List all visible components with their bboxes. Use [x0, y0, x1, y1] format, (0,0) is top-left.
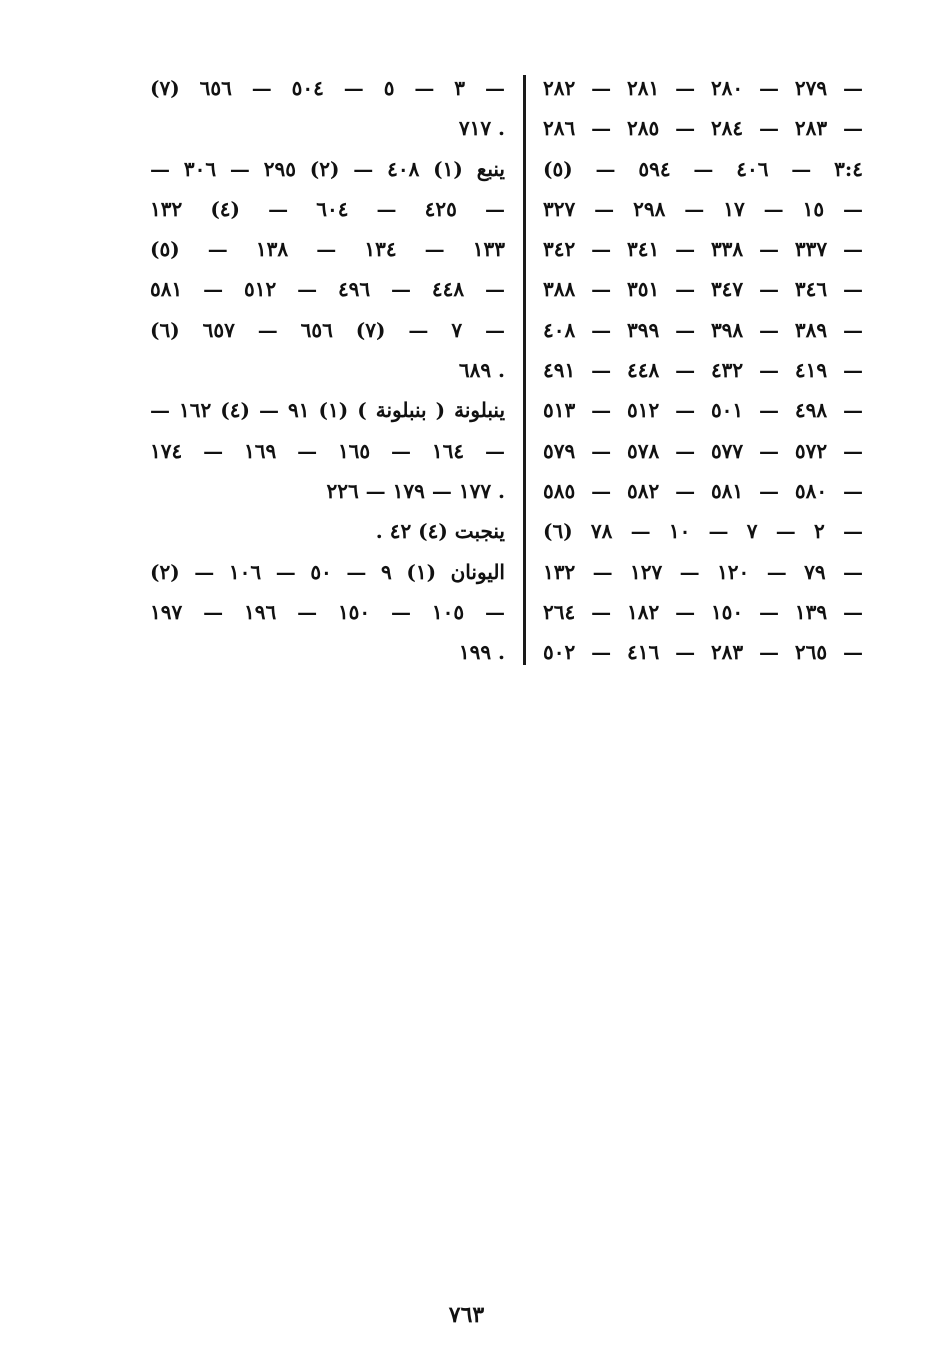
index-line: ١٧٧ — ١٧٩ — ٢٢٦ .	[326, 478, 505, 503]
index-line: ١٣٩ — ١٥٠ — ١٨٢ — ٢٦٤ —	[543, 599, 863, 624]
index-line: ٤٩٨ — ٥٠١ — ٥١٢ — ٥١٣ —	[543, 398, 863, 423]
index-entry-yanbu: ينبع (١) ٤٠٨ — (٢) ٢٩٥ — ٣٠٦ —	[150, 156, 505, 181]
index-column-right	[543, 68, 863, 672]
index-line: ١٠٥ — ١٥٠ — ١٩٦ — ١٩٧ —	[150, 599, 505, 624]
index-line: ٣٣٧ — ٣٣٨ — ٣٤١ — ٣٤٢ —	[543, 237, 863, 262]
index-column-left	[150, 68, 505, 672]
index-line: ٢٧٩ — ٢٨٠ — ٢٨١ — ٢٨٢ —	[543, 76, 863, 100]
index-line: ٧٩ — ١٢٠ — ١٢٧ — ١٣٢ —	[543, 559, 863, 584]
index-line: ٦٨٩ .	[458, 358, 505, 383]
index-line: ١٣٣ — ١٣٤ — ١٣٨ — (٥)	[150, 237, 505, 262]
index-line: ٣:٤ — ٤٠٦ — ٥٩٤ — (٥)	[543, 156, 863, 181]
index-line: ١٥ — ١٧ — ٢٩٨ — ٣٢٧ —	[543, 196, 863, 221]
index-line: ١٦٤ — ١٦٥ — ١٦٩ — ١٧٤ —	[150, 438, 505, 463]
index-entry-yanjabt: ينجبت (٤) ٤٢ .	[375, 519, 505, 544]
index-line: ١٩٩ .	[458, 640, 505, 665]
index-line: (٦) ٧ — (٧) ٦٥٦ — ٦٥٧ —	[150, 317, 505, 342]
index-line: ٤٢٥ — ٦٠٤ — (٤) ١٣٢ —	[150, 196, 505, 221]
index-line: ٢٨٣ — ٢٨٤ — ٢٨٥ — ٢٨٦ —	[543, 116, 863, 141]
index-line: ٥٧٢ — ٥٧٧ — ٥٧٨ — ٥٧٩ —	[543, 438, 863, 463]
index-line: ٥٨٠ — ٥٨١ — ٥٨٢ — ٥٨٥ —	[543, 478, 863, 503]
index-line: ٣٤٦ — ٣٤٧ — ٣٥١ — ٣٨٨ —	[543, 277, 863, 302]
page-number: ٧٦٣	[448, 1302, 485, 1328]
column-divider	[523, 75, 526, 665]
index-line: (٧) ٣ — ٥ — ٥٠٤ — ٦٥٦ —	[150, 76, 505, 100]
index-line: ٤١٩ — ٤٣٢ — ٤٤٨ — ٤٩١ —	[543, 358, 863, 383]
index-line: ٤٤٨ — ٤٩٦ — ٥١٢ — ٥٨١ —	[150, 277, 505, 302]
index-line: ٢٦٥ — ٢٨٣ — ٤١٦ — ٥٠٢ —	[543, 640, 863, 665]
index-line: ٧١٧ .	[458, 116, 505, 141]
index-entry-al-yunan: اليونان (١) ٩ — ٥٠ — ١٠٦ — (٢)	[150, 559, 505, 584]
index-line: (٦) ٢ — ٧ — ١٠ — ٧٨ —	[543, 519, 863, 544]
index-line: ٣٨٩ — ٣٩٨ — ٣٩٩ — ٤٠٨ —	[543, 317, 863, 342]
index-entry-yanbaluna: ينبلونة ( بنبلونة ) (١) ٩١ — (٤) ١٦٢ —	[150, 398, 505, 423]
